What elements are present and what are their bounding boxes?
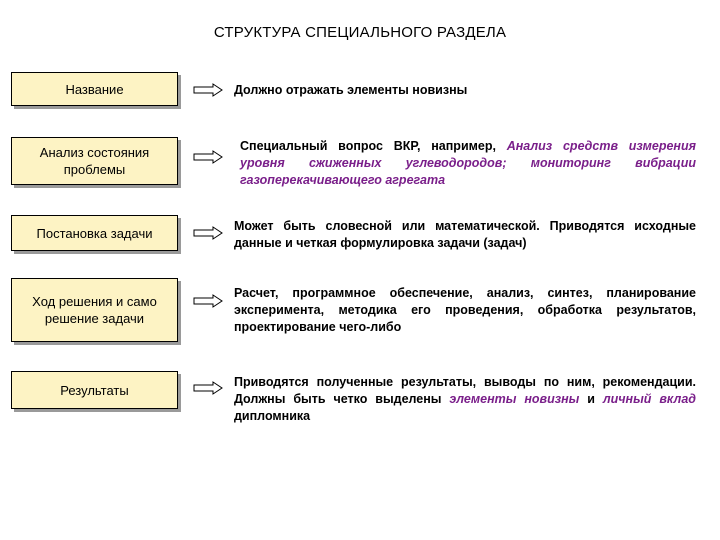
arrow-right-icon	[193, 381, 223, 395]
desc-highlight-novelty: элементы новизны	[449, 392, 580, 406]
desc-text-part: Приводятся полученные результаты, выводы по ним, рекомендации. Должны быть четко выделены	[234, 375, 696, 406]
section-desc-name	[234, 82, 696, 99]
desc-highlight-contribution: личный вклад	[602, 392, 696, 406]
desc-text-plain: Специальный вопрос ВКР, например,	[240, 139, 507, 153]
arrow-right-icon	[193, 294, 223, 308]
arrow-right-icon	[193, 150, 223, 164]
desc-text: Должно отражать элементы новизны	[234, 83, 468, 97]
section-desc-solution	[234, 285, 696, 336]
section-box-name	[11, 72, 178, 106]
arrow-right-icon	[193, 226, 223, 240]
section-box-problem-analysis	[11, 137, 178, 185]
box-label: Результаты	[60, 382, 129, 398]
desc-text	[234, 374, 696, 425]
box-label: Анализ состояния проблемы	[39, 145, 150, 177]
box-label: Ход решения и само решение задачи	[32, 294, 157, 326]
desc-text: Может быть словесной или математической. Приводятся исходные данные и четкая формулировка задачи (задач)	[234, 219, 696, 250]
box-label: Постановка задачи	[36, 225, 153, 241]
section-desc-task-statement	[234, 218, 696, 252]
desc-text: Расчет, программное обеспечение, анализ, синтез, планирование эксперимента, методика его проведения, обработка результатов, проектирование чего-либо	[234, 286, 696, 334]
desc-text	[240, 138, 696, 189]
desc-text-part: дипломника	[234, 409, 311, 423]
section-desc-problem-analysis	[240, 138, 696, 189]
desc-text-part: и	[579, 392, 603, 406]
desc-text-italic: Анализ средств измерения уровня сжиженных углеводородов; мониторинг вибрации газоперекачивающего агрегата	[240, 139, 696, 187]
section-desc-results	[234, 374, 696, 425]
arrow-right-icon	[193, 83, 223, 97]
section-box-solution	[11, 278, 178, 342]
section-box-results	[11, 371, 178, 409]
box-label: Название	[65, 81, 124, 97]
page-title: СТРУКТУРА СПЕЦИАЛЬНОГО РАЗДЕЛА	[213, 24, 507, 41]
section-box-task-statement	[11, 215, 178, 251]
